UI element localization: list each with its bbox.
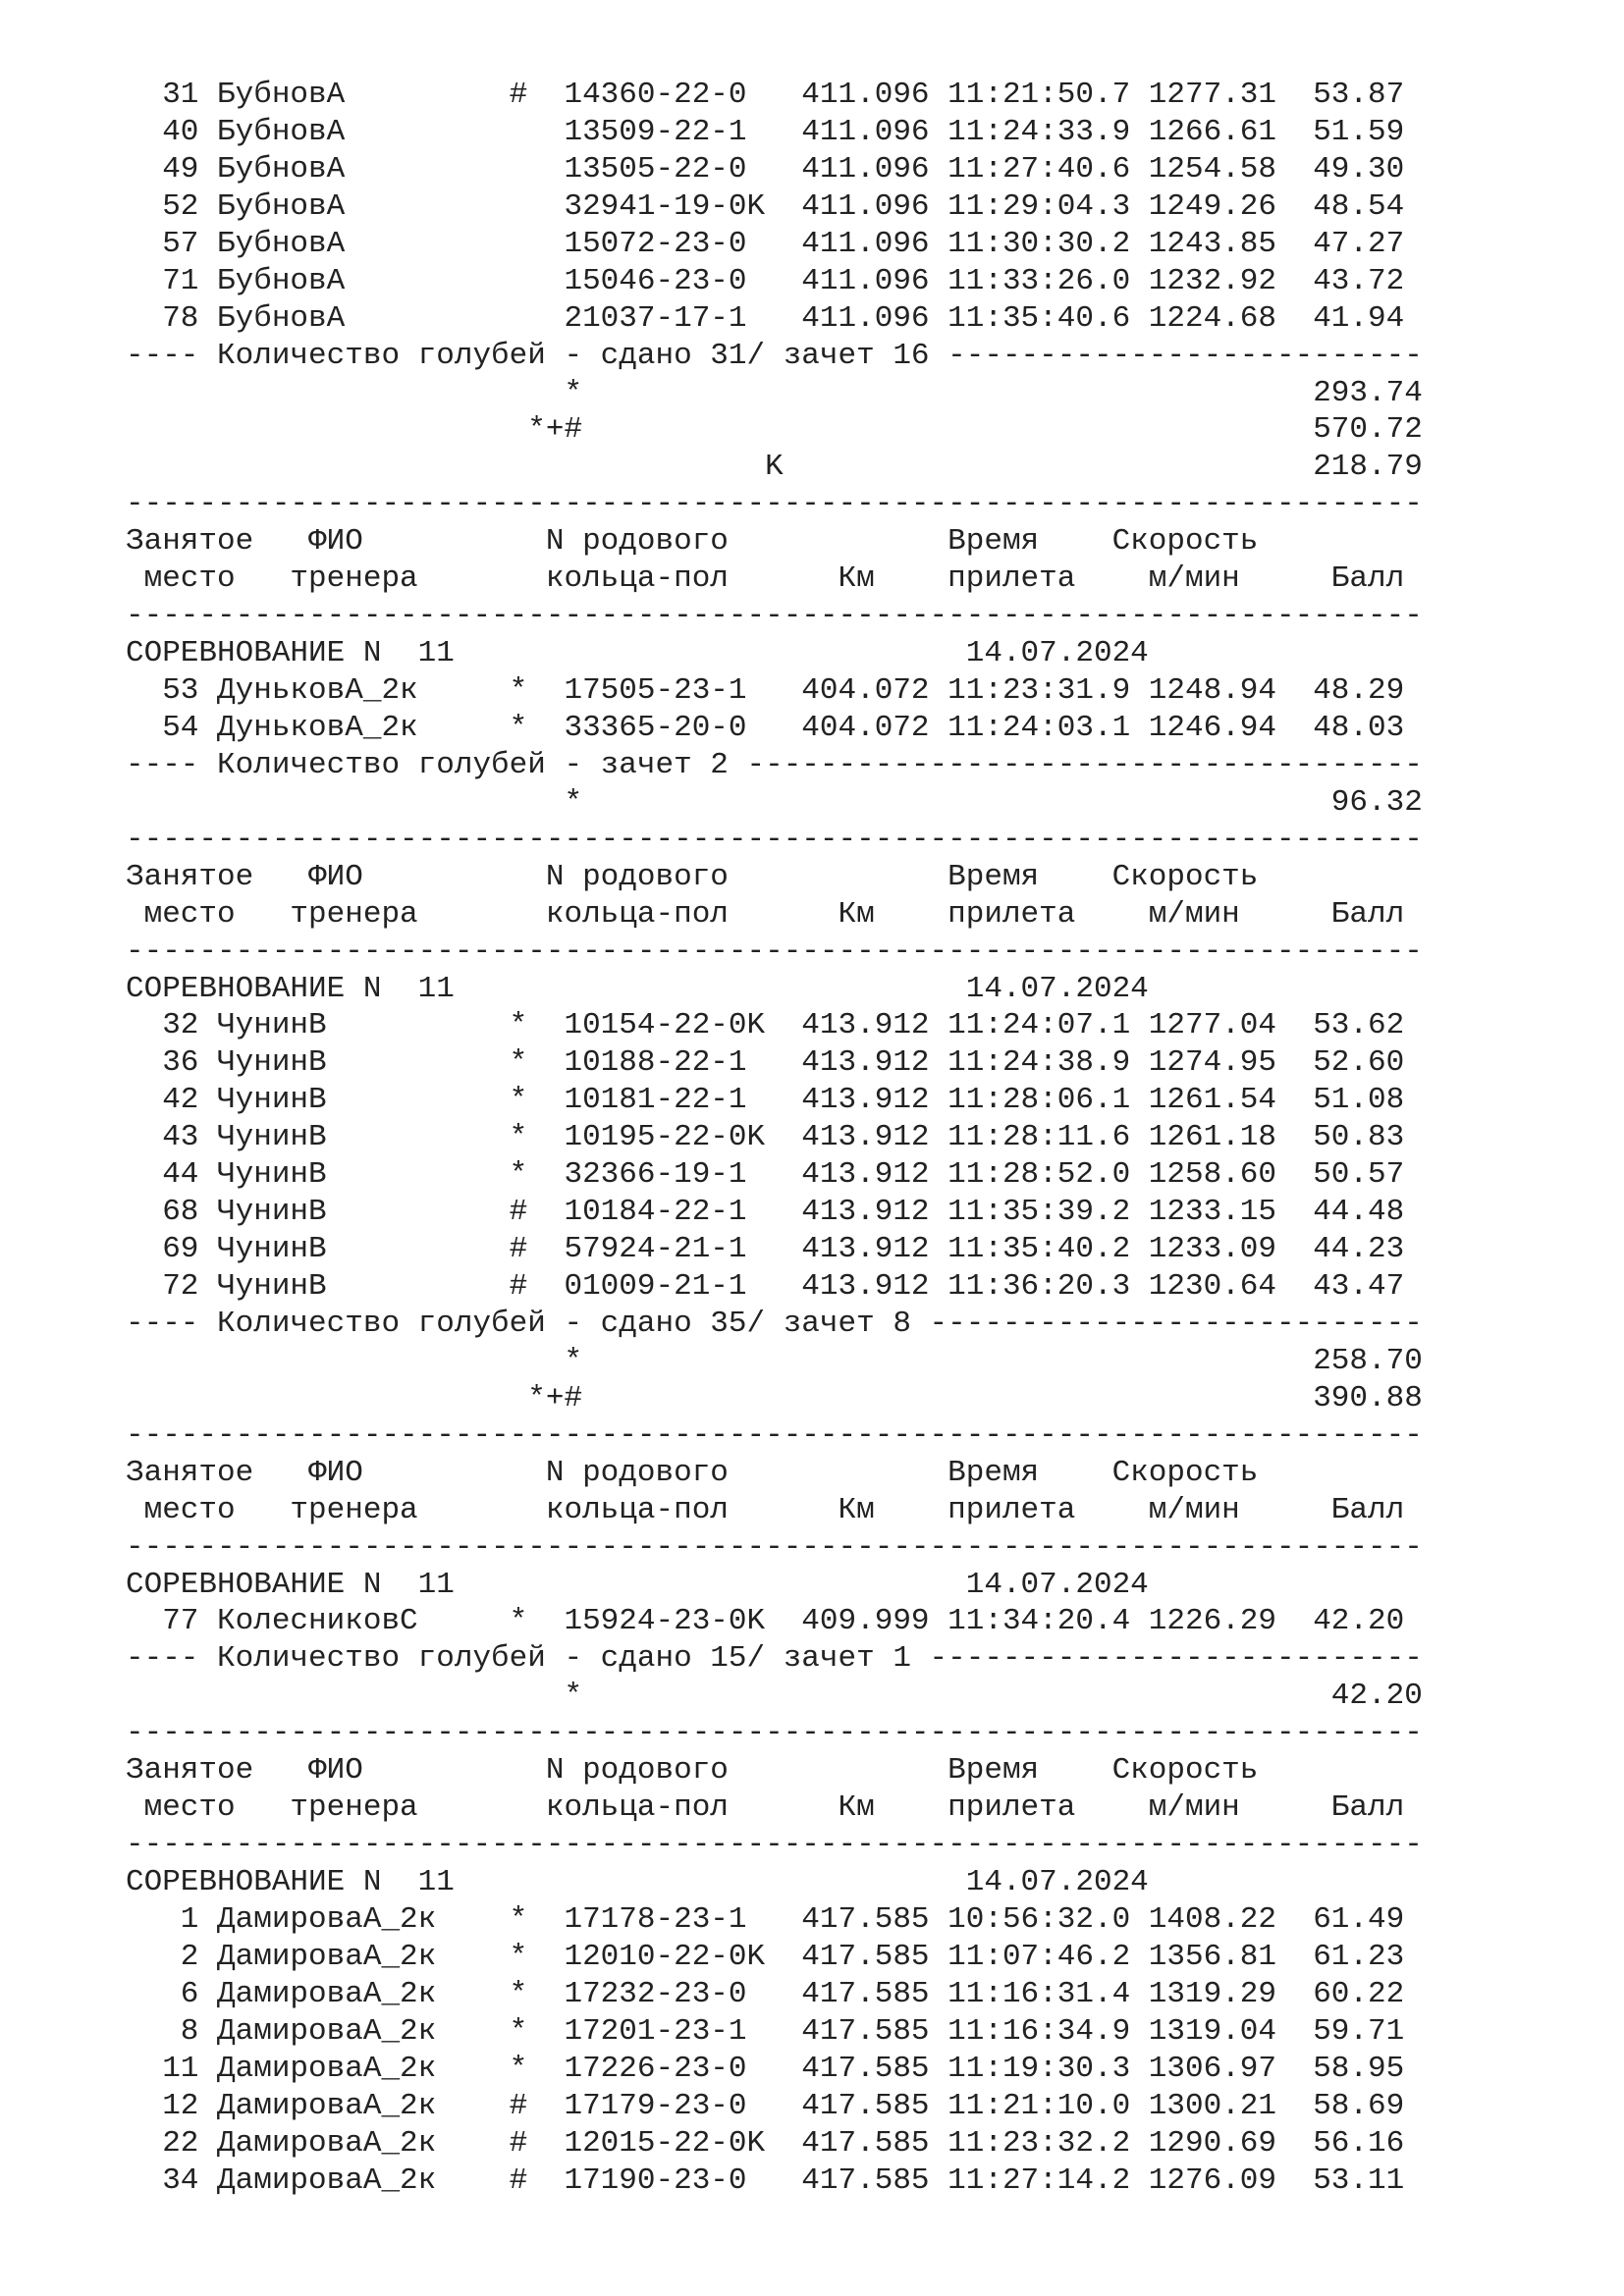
document-line: 22 ДамироваА_2к # 12015-22-0K 417.585 11:23:32.2 1290.69 56.16 bbox=[126, 2125, 1405, 2161]
document-line: ----------------------------------------------------------------------- bbox=[126, 822, 1423, 857]
document-line: СОРЕВНОВАНИЕ N 11 14.07.2024 bbox=[126, 1567, 1149, 1602]
document-line: Занятое ФИО N родового Время Скорость bbox=[126, 524, 1259, 560]
document-line: 72 ЧунинВ # 01009-21-1 413.912 11:36:20.3 1230.64 43.47 bbox=[126, 1269, 1405, 1304]
document-line: место тренера кольца-пол Км прилета м/мин Балл bbox=[126, 561, 1405, 597]
document-line: 34 ДамироваА_2к # 17190-23-0 417.585 11:27:14.2 1276.09 53.11 bbox=[126, 2163, 1405, 2198]
document-line: 54 ДуньковА_2к * 33365-20-0 404.072 11:24:03.1 1246.94 48.03 bbox=[126, 710, 1405, 745]
document-line: 6 ДамироваА_2к * 17232-23-0 417.585 11:16:31.4 1319.29 60.22 bbox=[126, 1976, 1405, 2011]
document-line: место тренера кольца-пол Км прилета м/мин Балл bbox=[126, 896, 1405, 932]
document-line: * 293.74 bbox=[126, 375, 1423, 410]
document-line: ----------------------------------------------------------------------- bbox=[126, 487, 1423, 522]
document-line: 77 КолесниковС * 15924-23-0K 409.999 11:34:20.4 1226.29 42.20 bbox=[126, 1604, 1405, 1639]
document-line: K 218.79 bbox=[126, 450, 1423, 485]
document-line: 68 ЧунинВ # 10184-22-1 413.912 11:35:39.2 1233.15 44.48 bbox=[126, 1195, 1405, 1230]
document-line: 8 ДамироваА_2к * 17201-23-1 417.585 11:16:34.9 1319.04 59.71 bbox=[126, 2013, 1405, 2049]
document-line: ---- Количество голубей - зачет 2 ------------------------------------- bbox=[126, 747, 1423, 782]
document-line: 44 ЧунинВ * 32366-19-1 413.912 11:28:52.0 1258.60 50.57 bbox=[126, 1157, 1405, 1193]
document-line: * 42.20 bbox=[126, 1679, 1423, 1714]
document-line: ---- Количество голубей - сдано 31/ зачет 16 -------------------------- bbox=[126, 338, 1423, 373]
document-line: 78 БубновА 21037-17-1 411.096 11:35:40.6 1224.68 41.94 bbox=[126, 300, 1405, 336]
document-line: ----------------------------------------------------------------------- bbox=[126, 599, 1423, 634]
document-line: ----------------------------------------------------------------------- bbox=[126, 1529, 1423, 1565]
document-line: 11 ДамироваА_2к * 17226-23-0 417.585 11:19:30.3 1306.97 58.95 bbox=[126, 2051, 1405, 2086]
document-line: ----------------------------------------------------------------------- bbox=[126, 1828, 1423, 1863]
document-line: место тренера кольца-пол Км прилета м/мин Балл bbox=[126, 1492, 1405, 1527]
document-line: 1 ДамироваА_2к * 17178-23-1 417.585 10:56:32.0 1408.22 61.49 bbox=[126, 1901, 1405, 1937]
document-line: ----------------------------------------------------------------------- bbox=[126, 1716, 1423, 1751]
document-line: 57 БубновА 15072-23-0 411.096 11:30:30.2 1243.85 47.27 bbox=[126, 226, 1405, 261]
document-line: 42 ЧунинВ * 10181-22-1 413.912 11:28:06.1 1261.54 51.08 bbox=[126, 1083, 1405, 1118]
document-line: Занятое ФИО N родового Время Скорость bbox=[126, 1753, 1259, 1789]
document-line: СОРЕВНОВАНИЕ N 11 14.07.2024 bbox=[126, 1865, 1149, 1899]
document-line: 49 БубновА 13505-22-0 411.096 11:27:40.6 1254.58 49.30 bbox=[126, 151, 1405, 187]
document-line: 69 ЧунинВ # 57924-21-1 413.912 11:35:40.2 1233.09 44.23 bbox=[126, 1232, 1405, 1267]
document-line: СОРЕВНОВАНИЕ N 11 14.07.2024 bbox=[126, 971, 1149, 1006]
document-line: место тренера кольца-пол Км прилета м/мин Балл bbox=[126, 1790, 1405, 1826]
document-line: ----------------------------------------------------------------------- bbox=[126, 934, 1423, 969]
document-line: ---- Количество голубей - сдано 15/ зачет 1 --------------------------- bbox=[126, 1641, 1423, 1677]
document-line: 71 БубновА 15046-23-0 411.096 11:33:26.0 1232.92 43.72 bbox=[126, 263, 1405, 298]
document-line: Занятое ФИО N родового Время Скорость bbox=[126, 1455, 1259, 1490]
document-line: *+# 390.88 bbox=[126, 1380, 1423, 1415]
document-line: * 96.32 bbox=[126, 784, 1423, 820]
document-line: *+# 570.72 bbox=[126, 412, 1423, 448]
document-line: 31 БубновА # 14360-22-0 411.096 11:21:50.7 1277.31 53.87 bbox=[126, 78, 1405, 112]
document-line: 53 ДуньковА_2к * 17505-23-1 404.072 11:23:31.9 1248.94 48.29 bbox=[126, 673, 1405, 708]
document-line: * 258.70 bbox=[126, 1343, 1423, 1378]
document-line: ----------------------------------------------------------------------- bbox=[126, 1417, 1423, 1453]
document-line: 36 ЧунинВ * 10188-22-1 413.912 11:24:38.9 1274.95 52.60 bbox=[126, 1045, 1405, 1081]
document-line: Занятое ФИО N родового Время Скорость bbox=[126, 859, 1259, 894]
document-line: СОРЕВНОВАНИЕ N 11 14.07.2024 bbox=[126, 636, 1149, 671]
document-line: 43 ЧунинВ * 10195-22-0K 413.912 11:28:11.6 1261.18 50.83 bbox=[126, 1120, 1405, 1155]
document-line: ---- Количество голубей - сдано 35/ зачет 8 --------------------------- bbox=[126, 1306, 1423, 1341]
results-document bbox=[126, 77, 1423, 2199]
document-line: 2 ДамироваА_2к * 12010-22-0K 417.585 11:07:46.2 1356.81 61.23 bbox=[126, 1939, 1405, 1974]
document-line: 12 ДамироваА_2к # 17179-23-0 417.585 11:21:10.0 1300.21 58.69 bbox=[126, 2088, 1405, 2123]
document-line: 40 БубновА 13509-22-1 411.096 11:24:33.9 1266.61 51.59 bbox=[126, 114, 1405, 149]
document-line: 52 БубновА 32941-19-0K 411.096 11:29:04.3 1249.26 48.54 bbox=[126, 188, 1405, 224]
document-line: 32 ЧунинВ * 10154-22-0K 413.912 11:24:07.1 1277.04 53.62 bbox=[126, 1008, 1405, 1043]
